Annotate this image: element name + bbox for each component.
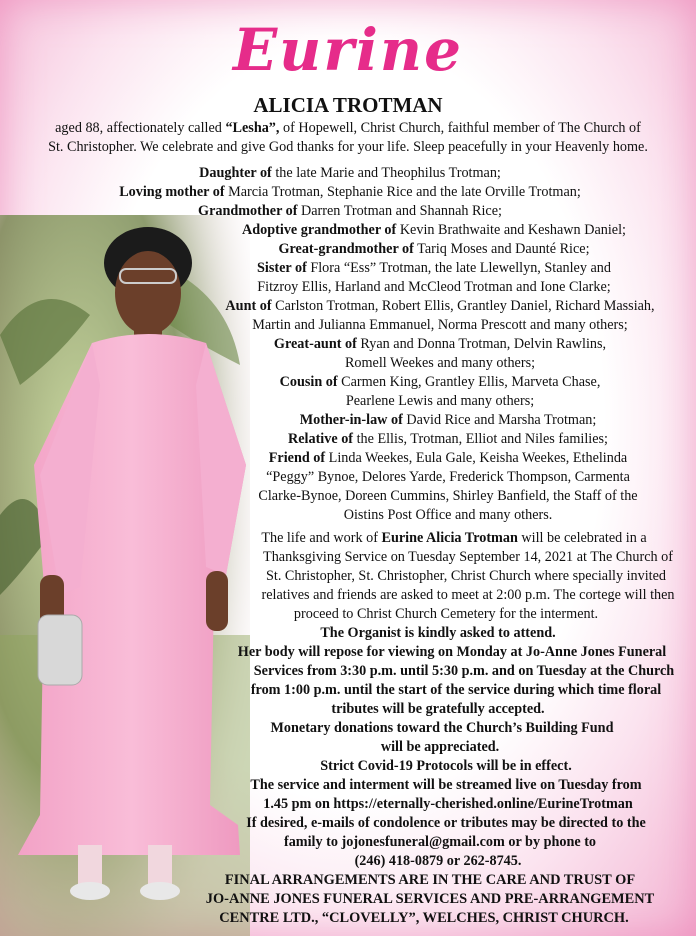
relation-names: Tariq Moses and Daunté Rice; bbox=[413, 241, 590, 257]
relation-line bbox=[199, 164, 501, 183]
relation-label: Great-aunt of bbox=[273, 336, 357, 352]
relation-names: Marcia Trotman, Stephanie Rice and the late Orville Trotman; bbox=[224, 184, 581, 200]
relation-label: Loving mother of bbox=[119, 184, 225, 200]
condolence-line: If desired, e-mails of condolence or tributes may be directed to the bbox=[246, 815, 646, 831]
relation-names: David Rice and Marsha Trotman; bbox=[402, 412, 597, 428]
relation-line bbox=[345, 354, 535, 373]
relation-names: Pearlene Lewis and many others; bbox=[345, 393, 535, 409]
relation-line bbox=[269, 449, 627, 468]
service-line: Thanksgiving Service on Tuesday September 14, 2021 at The Church of bbox=[263, 549, 673, 565]
stream-line: The service and interment will be streamed live on Tuesday from bbox=[250, 777, 642, 793]
relation-line bbox=[225, 297, 654, 316]
relation-names: “Peggy” Bynoe, Delores Yarde, Frederick Thompson, Carmenta bbox=[266, 469, 630, 485]
stream-url[interactable]: 1.45 pm on https://eternally-cherished.online/EurineTrotman bbox=[263, 796, 633, 812]
relation-line bbox=[119, 183, 581, 202]
first-name-script-title: Eurine bbox=[232, 16, 464, 84]
donation-line: will be appreciated. bbox=[380, 739, 500, 755]
relation-label: Friend of bbox=[268, 450, 326, 466]
covid-note: Strict Covid-19 Protocols will be in effect. bbox=[320, 758, 572, 774]
relation-label: Sister of bbox=[257, 260, 307, 276]
final-arrangements-line: JO-ANNE JONES FUNERAL SERVICES AND PRE-ARRANGEMENT bbox=[205, 891, 655, 907]
relation-names: Oistins Post Office and many others. bbox=[343, 507, 553, 523]
relation-names: Carlston Trotman, Robert Ellis, Grantley Daniel, Richard Massiah, bbox=[271, 298, 655, 314]
relation-names: Clarke-Bynoe, Doreen Cummins, Shirley Banfield, the Staff of the bbox=[258, 488, 638, 504]
relation-line bbox=[266, 468, 630, 487]
relation-names: Ryan and Donna Trotman, Delvin Rawlins, bbox=[356, 336, 607, 352]
relation-line bbox=[280, 373, 601, 392]
relation-line bbox=[242, 221, 626, 240]
honoree-name: Eurine Alicia Trotman bbox=[381, 530, 518, 546]
relation-label: Grandmother of bbox=[198, 203, 298, 219]
relation-line bbox=[252, 316, 627, 335]
relation-line bbox=[346, 392, 534, 411]
intro-text-line2: St. Christopher. We celebrate and give God thanks for your life. Sleep peacefully in your Heavenly home. bbox=[48, 139, 648, 155]
service-line: The life and work of Eurine Alicia Trotman will be celebrated in a bbox=[261, 530, 647, 546]
relation-names: the Ellis, Trotman, Elliot and Niles families; bbox=[353, 431, 608, 447]
condolence-email[interactable]: family to jojonesfuneral@gmail.com or by phone to bbox=[283, 834, 597, 850]
relation-label: Relative of bbox=[288, 431, 354, 447]
relation-names: Kevin Brathwaite and Keshawn Daniel; bbox=[396, 222, 626, 238]
intro-text-post: of Hopewell, Christ Church, faithful member of The Church of bbox=[279, 120, 641, 136]
relation-label: Great-grandmother of bbox=[278, 241, 414, 257]
relation-label: Adoptive grandmother of bbox=[242, 222, 397, 238]
relation-line bbox=[300, 411, 597, 430]
intro-text-pre: aged 88, affectionately called bbox=[55, 120, 226, 136]
relation-line bbox=[274, 335, 606, 354]
relation-line bbox=[257, 278, 610, 297]
service-line: relatives and friends are asked to meet at 2:00 p.m. The cortege will then bbox=[261, 587, 675, 603]
relation-label: Cousin of bbox=[279, 374, 338, 390]
relation-names: Martin and Julianna Emmanuel, Norma Prescott and many others; bbox=[252, 317, 628, 333]
donation-line: Monetary donations toward the Church’s Building Fund bbox=[270, 720, 614, 736]
intro-nickname: “Lesha”, bbox=[225, 120, 280, 136]
portrait-photo bbox=[0, 215, 260, 936]
relation-line bbox=[258, 487, 637, 506]
viewing-line: Services from 3:30 p.m. until 5:30 p.m. and on Tuesday at the Church bbox=[253, 663, 675, 679]
viewing-line: from 1:00 p.m. until the start of the service during which time floral bbox=[250, 682, 662, 698]
service-line: St. Christopher, St. Christopher, Christ Church where specially invited bbox=[265, 568, 667, 584]
relation-names: Darren Trotman and Shannah Rice; bbox=[297, 203, 502, 219]
relation-names: Fitzroy Ellis, Harland and McCleod Trotman and Ione Clarke; bbox=[257, 279, 611, 295]
final-arrangements-line: CENTRE LTD., “CLOVELLY”, WELCHES, CHRIST CHURCH. bbox=[219, 910, 629, 926]
full-name-heading: ALICIA TROTMAN bbox=[253, 93, 443, 117]
viewing-line: Her body will repose for viewing on Monday at Jo-Anne Jones Funeral bbox=[237, 644, 667, 660]
relation-names: the late Marie and Theophilus Trotman; bbox=[271, 165, 501, 181]
relation-line bbox=[288, 430, 608, 449]
service-line: proceed to Christ Church Cemetery for the interment. bbox=[293, 606, 599, 622]
relation-names: Romell Weekes and many others; bbox=[344, 355, 536, 371]
relation-line bbox=[344, 506, 553, 525]
relation-names: Carmen King, Grantley Ellis, Marveta Chase, bbox=[337, 374, 601, 390]
relation-line bbox=[257, 259, 611, 278]
relation-line bbox=[198, 202, 502, 221]
final-arrangements-line: FINAL ARRANGEMENTS ARE IN THE CARE AND TRUST OF bbox=[224, 872, 636, 888]
relation-names: Flora “Ess” Trotman, the late Llewellyn, Stanley and bbox=[306, 260, 611, 276]
relation-label: Daughter of bbox=[199, 165, 272, 181]
intro-paragraph bbox=[36, 119, 660, 157]
condolence-phone: (246) 418-0879 or 262-8745. bbox=[354, 853, 522, 869]
organist-note: The Organist is kindly asked to attend. bbox=[320, 625, 556, 641]
relation-label: Aunt of bbox=[225, 298, 272, 314]
viewing-line: tributes will be gratefully accepted. bbox=[331, 701, 545, 717]
relation-label: Mother-in-law of bbox=[299, 412, 403, 428]
relation-line bbox=[278, 240, 589, 259]
relation-names: Linda Weekes, Eula Gale, Keisha Weekes, Ethelinda bbox=[325, 450, 628, 466]
